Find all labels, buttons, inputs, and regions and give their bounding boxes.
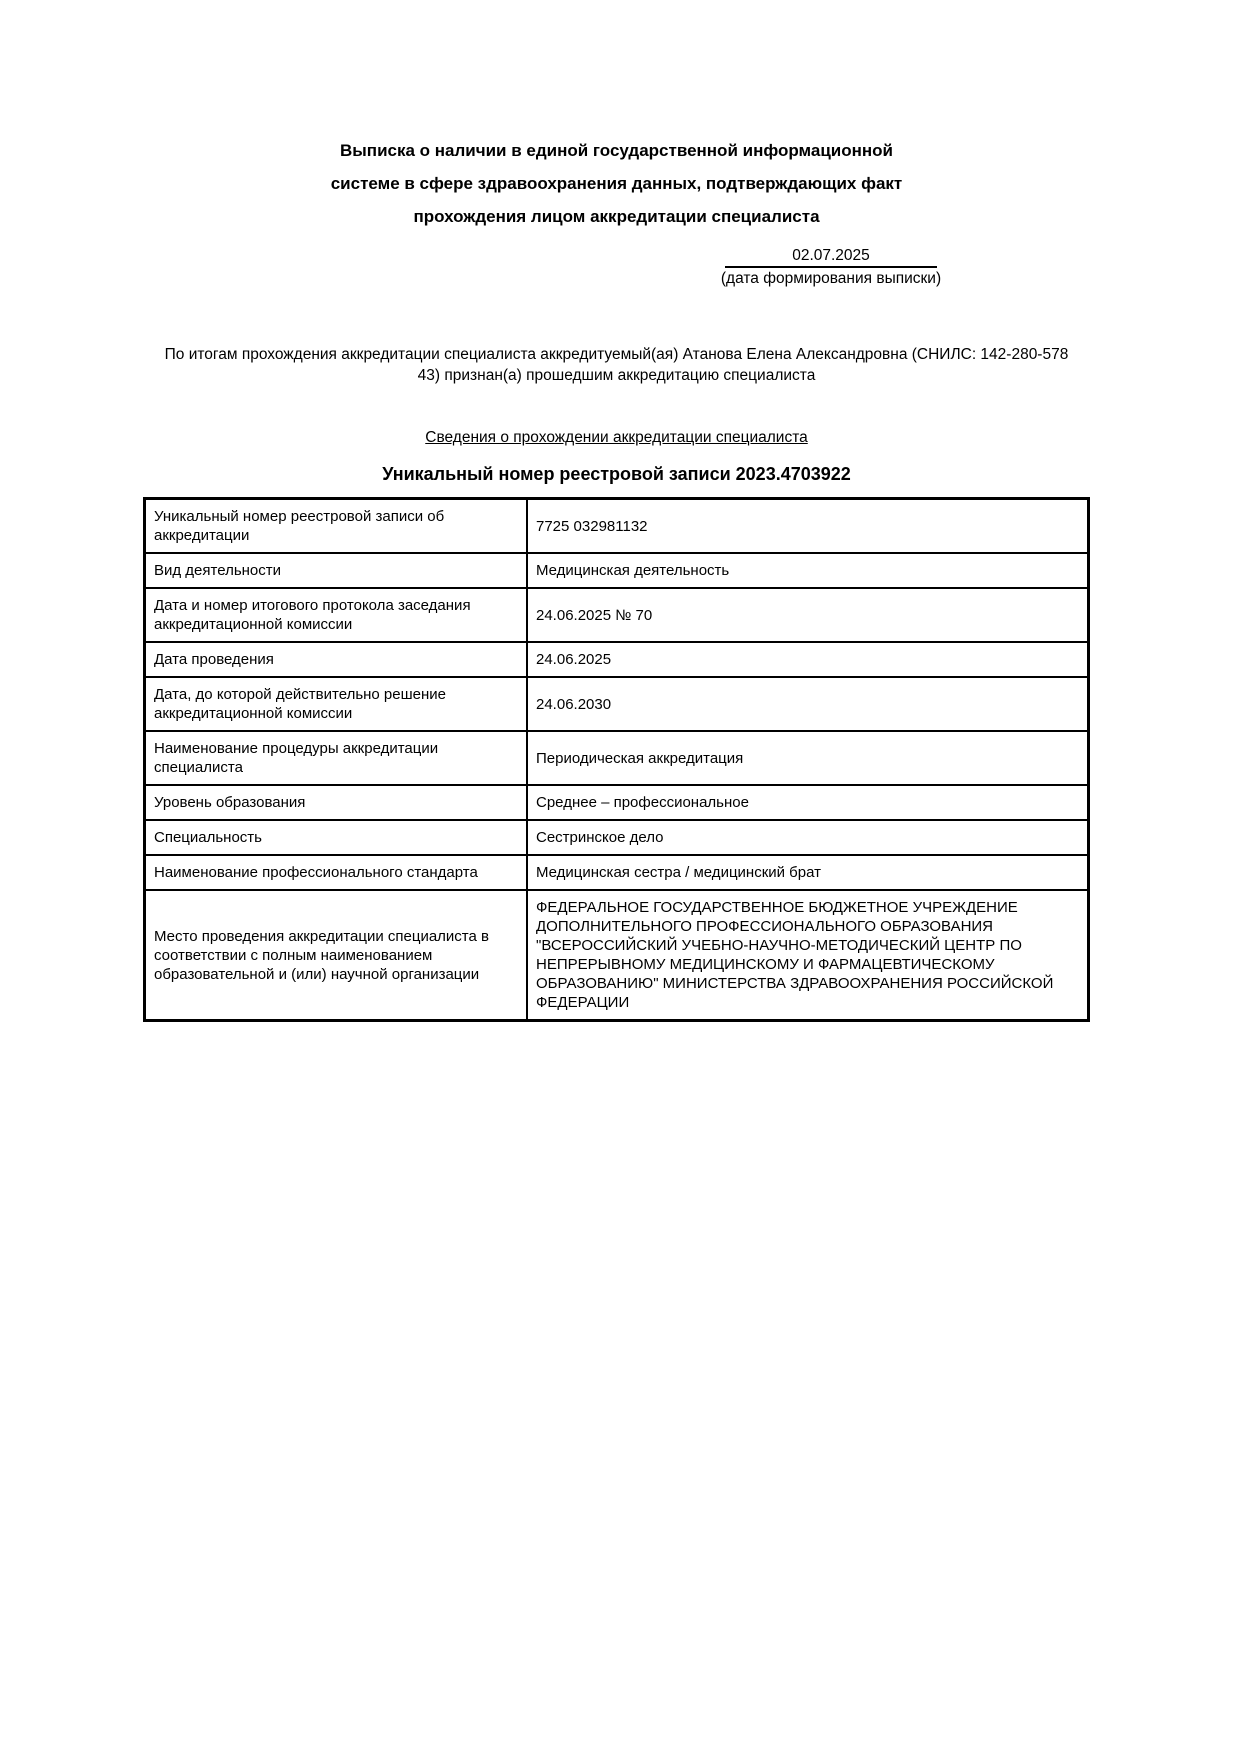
table-row-value: Медицинская сестра / медицинский брат xyxy=(527,855,1089,890)
table-row-label: Уникальный номер реестровой записи об аккредитации xyxy=(145,499,528,554)
table-row-value: Среднее – профессиональное xyxy=(527,785,1089,820)
intro-paragraph-line: 43) признан(а) прошедшим аккредитацию специалиста xyxy=(417,367,816,384)
table-row xyxy=(145,553,1089,588)
intro-paragraph-line: По итогам прохождения аккредитации специалиста аккредитуемый(ая) Атанова Елена Александровна (СНИЛС: 142-280-578 xyxy=(164,346,1069,363)
table-row-label: Наименование процедуры аккредитации специалиста xyxy=(145,731,528,785)
table-row xyxy=(145,677,1089,731)
table-row-label: Дата и номер итогового протокола заседания аккредитационной комиссии xyxy=(145,588,528,642)
intro-paragraph xyxy=(143,344,1090,386)
document-title xyxy=(143,134,1090,233)
section-heading: Сведения о прохождении аккредитации специалиста xyxy=(425,429,808,446)
table-row xyxy=(145,588,1089,642)
table-row-value: ФЕДЕРАЛЬНОЕ ГОСУДАРСТВЕННОЕ БЮДЖЕТНОЕ УЧРЕЖДЕНИЕ ДОПОЛНИТЕЛЬНОГО ПРОФЕССИОНАЛЬНОГО ОБРАЗОВАНИЯ "ВСЕРОССИЙСКИЙ УЧЕБНО-НАУЧНО-МЕТОДИЧЕСКИЙ ЦЕНТР ПО НЕПРЕРЫВНОМУ МЕДИЦИНСКОМУ И ФАРМАЦЕВТИЧЕСКОМУ ОБРАЗОВАНИЮ" МИНИСТЕРСТВА ЗДРАВООХРАНЕНИЯ РОССИЙСКОЙ ФЕДЕРАЦИИ xyxy=(527,890,1089,1021)
document-title-line: прохождения лицом аккредитации специалиста xyxy=(413,207,820,226)
table-row xyxy=(145,642,1089,677)
table-row-label: Вид деятельности xyxy=(145,553,528,588)
table-row-value: Сестринское дело xyxy=(527,820,1089,855)
table-row xyxy=(145,890,1089,1021)
extract-date: 02.07.2025 xyxy=(725,247,937,268)
table-row-label: Место проведения аккредитации специалиста в соответствии с полным наименованием образовательной и (или) научной организации xyxy=(145,890,528,1021)
table-row-label: Дата, до которой действительно решение аккредитационной комиссии xyxy=(145,677,528,731)
extract-date-block xyxy=(719,247,943,288)
table-row-value: 24.06.2030 xyxy=(527,677,1089,731)
registry-number-heading: Уникальный номер реестровой записи 2023.4703922 xyxy=(382,464,851,484)
accreditation-table xyxy=(143,497,1090,1022)
table-row-value: 7725 032981132 xyxy=(527,499,1089,554)
table-row-label: Дата проведения xyxy=(145,642,528,677)
table-row-label: Уровень образования xyxy=(145,785,528,820)
table-row xyxy=(145,731,1089,785)
table-row xyxy=(145,499,1089,554)
extract-date-caption: (дата формирования выписки) xyxy=(720,270,942,287)
table-row xyxy=(145,855,1089,890)
document-title-line: системе в сфере здравоохранения данных, подтверждающих факт xyxy=(330,174,903,193)
document-title-line: Выписка о наличии в единой государственной информационной xyxy=(340,141,893,160)
table-row xyxy=(145,820,1089,855)
table-row-value: 24.06.2025 № 70 xyxy=(527,588,1089,642)
table-row xyxy=(145,785,1089,820)
table-row-value: Периодическая аккредитация xyxy=(527,731,1089,785)
document-page xyxy=(143,0,1090,1022)
table-row-value: 24.06.2025 xyxy=(527,642,1089,677)
table-row-label: Специальность xyxy=(145,820,528,855)
table-row-value: Медицинская деятельность xyxy=(527,553,1089,588)
table-row-label: Наименование профессионального стандарта xyxy=(145,855,528,890)
